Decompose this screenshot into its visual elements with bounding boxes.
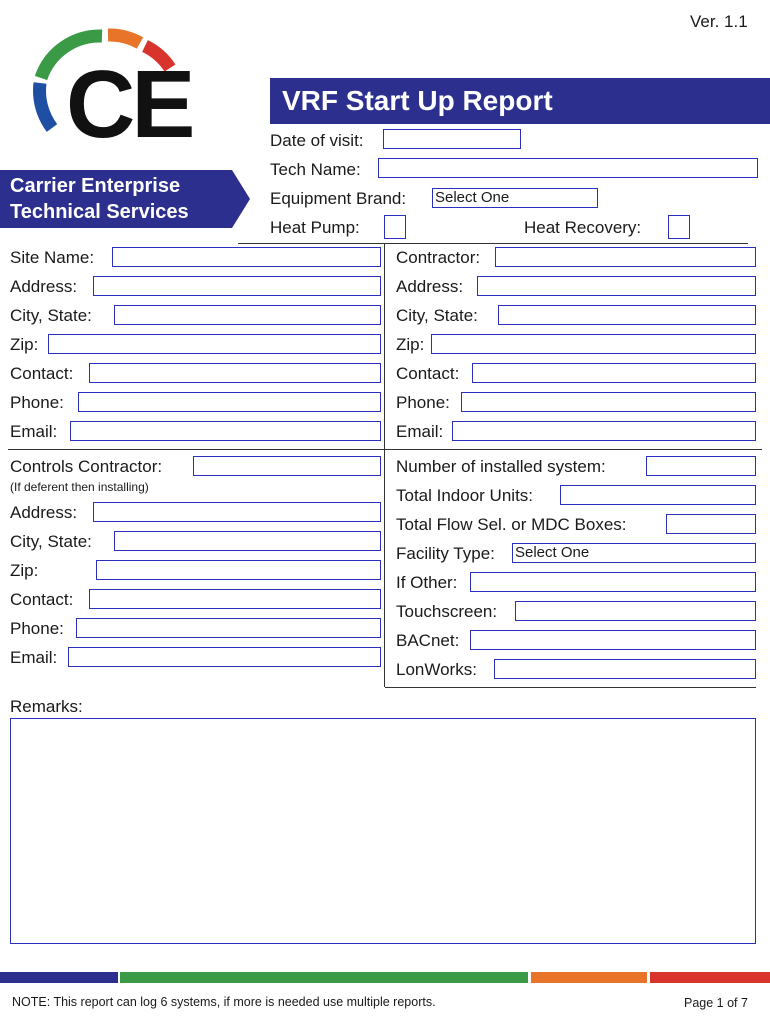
lonworks-input[interactable] bbox=[494, 659, 756, 679]
brand-select[interactable]: Select One bbox=[432, 188, 598, 208]
controls-contractor-label: Controls Contractor: bbox=[10, 457, 163, 476]
indoor-units-input[interactable] bbox=[560, 485, 756, 505]
site-city-label: City, State: bbox=[10, 306, 92, 325]
site-name-label: Site Name: bbox=[10, 248, 95, 267]
stripe-red bbox=[650, 972, 770, 983]
center-divider bbox=[384, 244, 385, 687]
touchscreen-input[interactable] bbox=[515, 601, 756, 621]
remarks-label: Remarks: bbox=[10, 697, 83, 716]
contractor-phone-label: Phone: bbox=[396, 393, 450, 412]
site-name-input[interactable] bbox=[112, 247, 381, 267]
contractor-input[interactable] bbox=[495, 247, 756, 267]
stripe-orange bbox=[531, 972, 647, 983]
contractor-contact-input[interactable] bbox=[472, 363, 756, 383]
flow-boxes-input[interactable] bbox=[666, 514, 756, 534]
date-input[interactable] bbox=[383, 129, 521, 149]
stripe-blue bbox=[0, 972, 118, 983]
indoor-units-label: Total Indoor Units: bbox=[396, 486, 534, 505]
controls-email-input[interactable] bbox=[68, 647, 381, 667]
controls-email-label: Email: bbox=[10, 648, 58, 667]
flow-boxes-label: Total Flow Sel. or MDC Boxes: bbox=[396, 515, 627, 534]
contractor-email-label: Email: bbox=[396, 422, 444, 441]
stripe-green bbox=[120, 972, 528, 983]
controls-phone-input[interactable] bbox=[76, 618, 381, 638]
controls-address-label: Address: bbox=[10, 503, 78, 522]
company-line1: Carrier Enterprise bbox=[10, 175, 181, 197]
controls-note: (If deferent then installing) bbox=[10, 480, 149, 494]
touchscreen-label: Touchscreen: bbox=[396, 602, 498, 621]
controls-contact-input[interactable] bbox=[89, 589, 381, 609]
heat-recovery-checkbox[interactable] bbox=[668, 215, 690, 239]
tech-name-input[interactable] bbox=[378, 158, 758, 178]
num-installed-label: Number of installed system: bbox=[396, 457, 606, 476]
page-title: VRF Start Up Report bbox=[270, 78, 770, 124]
controls-zip-input[interactable] bbox=[96, 560, 381, 580]
site-zip-label: Zip: bbox=[10, 335, 39, 354]
contractor-city-label: City, State: bbox=[396, 306, 478, 325]
site-phone-input[interactable] bbox=[78, 392, 381, 412]
controls-zip-label: Zip: bbox=[10, 561, 39, 580]
contractor-label: Contractor: bbox=[396, 248, 481, 267]
controls-phone-label: Phone: bbox=[10, 619, 64, 638]
section-divider bbox=[8, 449, 762, 450]
site-contact-label: Contact: bbox=[10, 364, 74, 383]
company-banner bbox=[0, 170, 250, 228]
contractor-zip-input[interactable] bbox=[431, 334, 756, 354]
footer-note: NOTE: This report can log 6 systems, if more is needed use multiple reports. bbox=[12, 995, 436, 1009]
header-divider bbox=[238, 243, 748, 244]
logo-text: CE bbox=[66, 51, 192, 158]
site-city-input[interactable] bbox=[114, 305, 381, 325]
site-contact-input[interactable] bbox=[89, 363, 381, 383]
facility-type-select[interactable]: Select One bbox=[512, 543, 756, 563]
contractor-email-input[interactable] bbox=[452, 421, 756, 441]
controls-city-label: City, State: bbox=[10, 532, 92, 551]
company-line2: Technical Services bbox=[10, 201, 189, 223]
ce-logo bbox=[22, 28, 202, 158]
if-other-label: If Other: bbox=[396, 573, 458, 592]
site-address-label: Address: bbox=[10, 277, 78, 296]
num-installed-input[interactable] bbox=[646, 456, 756, 476]
brand-label: Equipment Brand: bbox=[270, 189, 407, 208]
controls-contractor-input[interactable] bbox=[193, 456, 381, 476]
page-number: Page 1 of 7 bbox=[684, 996, 748, 1010]
contractor-city-input[interactable] bbox=[498, 305, 756, 325]
bacnet-label: BACnet: bbox=[396, 631, 460, 650]
heat-recovery-label: Heat Recovery: bbox=[524, 218, 642, 237]
lower-divider bbox=[385, 687, 756, 688]
contractor-address-input[interactable] bbox=[477, 276, 756, 296]
remarks-textarea[interactable] bbox=[10, 718, 756, 944]
controls-address-input[interactable] bbox=[93, 502, 381, 522]
tech-label: Tech Name: bbox=[270, 160, 361, 179]
bacnet-input[interactable] bbox=[470, 630, 756, 650]
site-email-label: Email: bbox=[10, 422, 58, 441]
contractor-contact-label: Contact: bbox=[396, 364, 460, 383]
site-phone-label: Phone: bbox=[10, 393, 64, 412]
site-address-input[interactable] bbox=[93, 276, 381, 296]
if-other-input[interactable] bbox=[470, 572, 756, 592]
contractor-address-label: Address: bbox=[396, 277, 464, 296]
heat-pump-label: Heat Pump: bbox=[270, 218, 360, 237]
site-email-input[interactable] bbox=[70, 421, 381, 441]
controls-contact-label: Contact: bbox=[10, 590, 74, 609]
version-label: Ver. 1.1 bbox=[690, 12, 748, 31]
date-label: Date of visit: bbox=[270, 131, 364, 150]
contractor-phone-input[interactable] bbox=[461, 392, 756, 412]
site-zip-input[interactable] bbox=[48, 334, 381, 354]
contractor-zip-label: Zip: bbox=[396, 335, 425, 354]
controls-city-input[interactable] bbox=[114, 531, 381, 551]
facility-type-label: Facility Type: bbox=[396, 544, 495, 563]
lonworks-label: LonWorks: bbox=[396, 660, 477, 679]
heat-pump-checkbox[interactable] bbox=[384, 215, 406, 239]
